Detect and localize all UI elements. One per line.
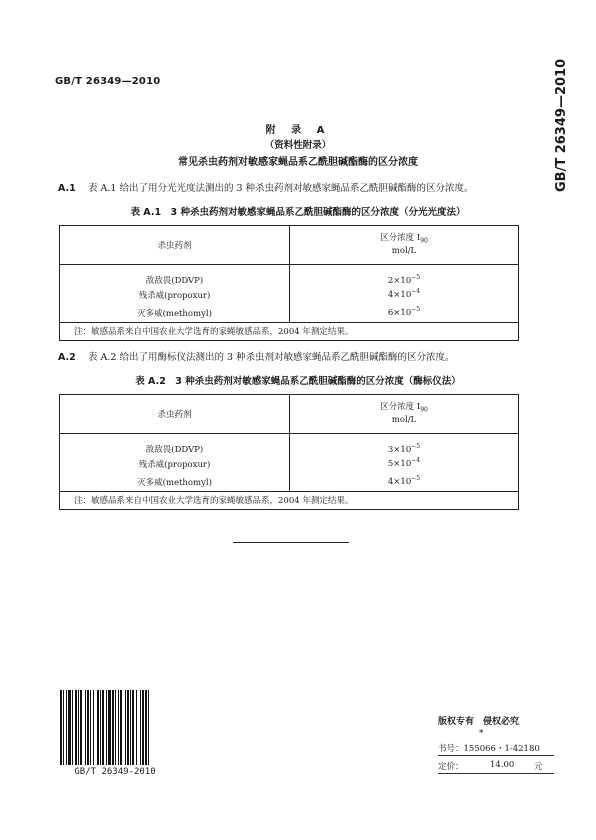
vertical-standard-number: GB/T 26349—2010 [554,58,569,192]
book-number-underline [438,755,554,756]
cell-insecticide: 灭多威(methomyl) [60,473,290,492]
header-concentration-unit: mol/L [391,246,417,256]
header-insecticide: 杀虫药剂 [60,395,290,434]
annex-title: 附 录 A [265,125,331,136]
table-row [60,286,519,304]
cell-insecticide: 残杀威(propoxur) [60,455,290,473]
price-label: 定价： [438,762,464,772]
annex-subtitle: （资料性附录） [264,140,332,151]
cell-insecticide: 灭多威(methomyl) [60,304,290,323]
cell-insecticide: 残杀威(propoxur) [60,286,290,304]
end-rule [233,542,349,543]
price-underline [438,773,554,774]
section-a1-paragraph [58,180,474,194]
table-a2-caption: 表 A.2 3 种杀虫药剂对敏感家蝇品系乙酰胆碱酯酶的区分浓度（酶标仪法） [135,376,461,387]
header-concentration-sub: 90 [420,237,428,245]
section-a2-paragraph [58,349,455,363]
table-note: 注：敏感品系来自中国农业大学选育的家蝇敏感品系，2004 年测定结果。 [60,322,519,340]
cell-concentration: $6\times 10^{-5}$ [387,305,421,318]
table-row [60,304,519,323]
table-note-row [60,322,519,340]
header-insecticide: 杀虫药剂 [60,226,290,265]
table-row [60,473,519,492]
cell-concentration: $4\times 10^{-5}$ [387,474,421,487]
barcode-number: GB/T 26349-2010 [74,767,156,777]
price-unit: 元 [534,762,543,772]
header-concentration [290,395,519,434]
cell-concentration: $3\times 10^{-5}$ [387,442,421,455]
header-concentration-unit: mol/L [391,415,417,425]
cell-concentration: $2\times 10^{-5}$ [387,273,421,286]
cell-concentration: $4\times 10^{-4}$ [387,287,421,300]
table-a2 [59,394,519,510]
copyright-notice: 版权专有 侵权必究 [438,717,520,727]
cell-insecticide: 敌敌畏(DDVP) [60,265,290,286]
section-number: A.1 [58,183,76,194]
table-note: 注：敏感品系来自中国农业大学选育的家蝇敏感品系，2004 年测定结果。 [60,491,519,509]
standard-number: GB/T 26349—2010 [55,76,161,87]
star-mark: * [479,729,484,739]
table-row [60,265,519,286]
price [438,760,558,772]
annex-heading: 常见杀虫药剂对敏感家蝇品系乙酰胆碱酯酶的区分浓度 [178,157,418,168]
header-concentration [290,226,519,265]
table-note-row [60,491,519,509]
table-row [60,434,519,455]
header-concentration-label: 区分浓度 I [380,233,421,243]
price-value: 14.00 [490,760,515,770]
section-text: 表 A.2 给出了用酶标仪法测出的 3 种杀虫剂对敏感家蝇品系乙酰胆碱酯酶的区分浓度。 [88,352,455,363]
table-header-row [60,395,519,434]
book-number: 书号：155066・1-42180 [438,744,540,754]
header-concentration-label: 区分浓度 I [380,402,421,412]
table-row [60,455,519,473]
section-number: A.2 [58,352,76,363]
cell-concentration: $5\times 10^{-4}$ [387,456,421,469]
table-a1 [59,225,519,341]
section-text: 表 A.1 给出了用分光光度法测出的 3 种杀虫药剂对敏感家蝇品系乙酰胆碱酯酶的区分浓度。 [88,183,474,194]
cell-insecticide: 敌敌畏(DDVP) [60,434,290,455]
table-a1-caption: 表 A.1 3 种杀虫药剂对敏感家蝇品系乙酰胆碱酯酶的区分浓度（分光光度法） [130,207,466,218]
header-concentration-sub: 90 [420,406,428,414]
table-header-row [60,226,519,265]
barcode-image [60,690,167,765]
